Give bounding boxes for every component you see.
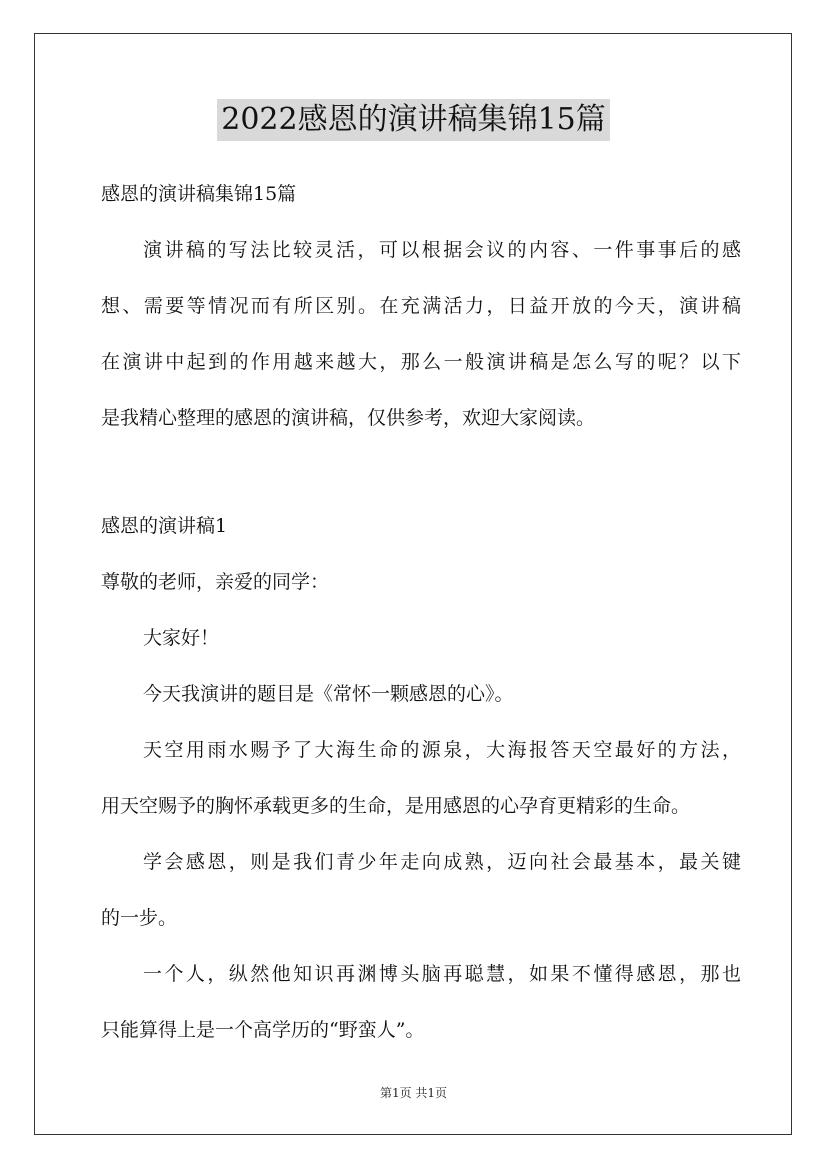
paragraph-line: 只能算得上是一个高学历的“野蛮人”。 bbox=[101, 1019, 425, 1041]
page-footer bbox=[0, 1084, 827, 1101]
document-title: 2022感恩的演讲稿集锦15篇 bbox=[217, 99, 610, 141]
paragraph-line: 天空用雨水赐予了大海生命的源泉，大海报答天空最好的方法， bbox=[143, 739, 741, 761]
paragraph-3 bbox=[101, 946, 741, 1058]
document-subtitle: 感恩的演讲稿集锦15篇 bbox=[101, 183, 297, 205]
paragraph-2 bbox=[101, 834, 741, 946]
paragraph-line: 学会感恩，则是我们青少年走向成熟，迈向社会最基本，最关键 bbox=[143, 851, 741, 873]
section-heading: 感恩的演讲稿1 bbox=[101, 515, 228, 537]
intro-line: 演讲稿的写法比较灵活，可以根据会议的内容、一件事事后的感 bbox=[143, 239, 741, 261]
greeting: 大家好！ bbox=[143, 627, 220, 649]
section-spacer bbox=[101, 446, 741, 498]
intro-line: 想、需要等情况而有所区别。在充满活力，日益开放的今天，演讲稿 bbox=[101, 295, 741, 317]
paragraph-line: 一个人，纵然他知识再渊博头脑再聪慧，如果不懂得感恩，那也 bbox=[143, 963, 741, 985]
intro-paragraph bbox=[101, 222, 741, 446]
intro-line: 是我精心整理的感恩的演讲稿，仅供参考，欢迎大家阅读。 bbox=[101, 407, 596, 429]
paragraph-line: 的一步。 bbox=[101, 907, 178, 929]
paragraph-1 bbox=[101, 722, 741, 834]
paragraph-line: 用天空赐予的胸怀承载更多的生命，是用感恩的心孕育更精彩的生命。 bbox=[101, 795, 691, 817]
salutation: 尊敬的老师，亲爱的同学： bbox=[101, 571, 330, 593]
title-container bbox=[0, 99, 827, 141]
document-body bbox=[101, 166, 741, 1058]
intro-line: 在演讲中起到的作用越来越大，那么一般演讲稿是怎么写的呢？以下 bbox=[101, 351, 741, 373]
page-number: 第1页 共1页 bbox=[379, 1086, 448, 1100]
speech-topic: 今天我演讲的题目是《常怀一颗感恩的心》。 bbox=[143, 683, 514, 705]
